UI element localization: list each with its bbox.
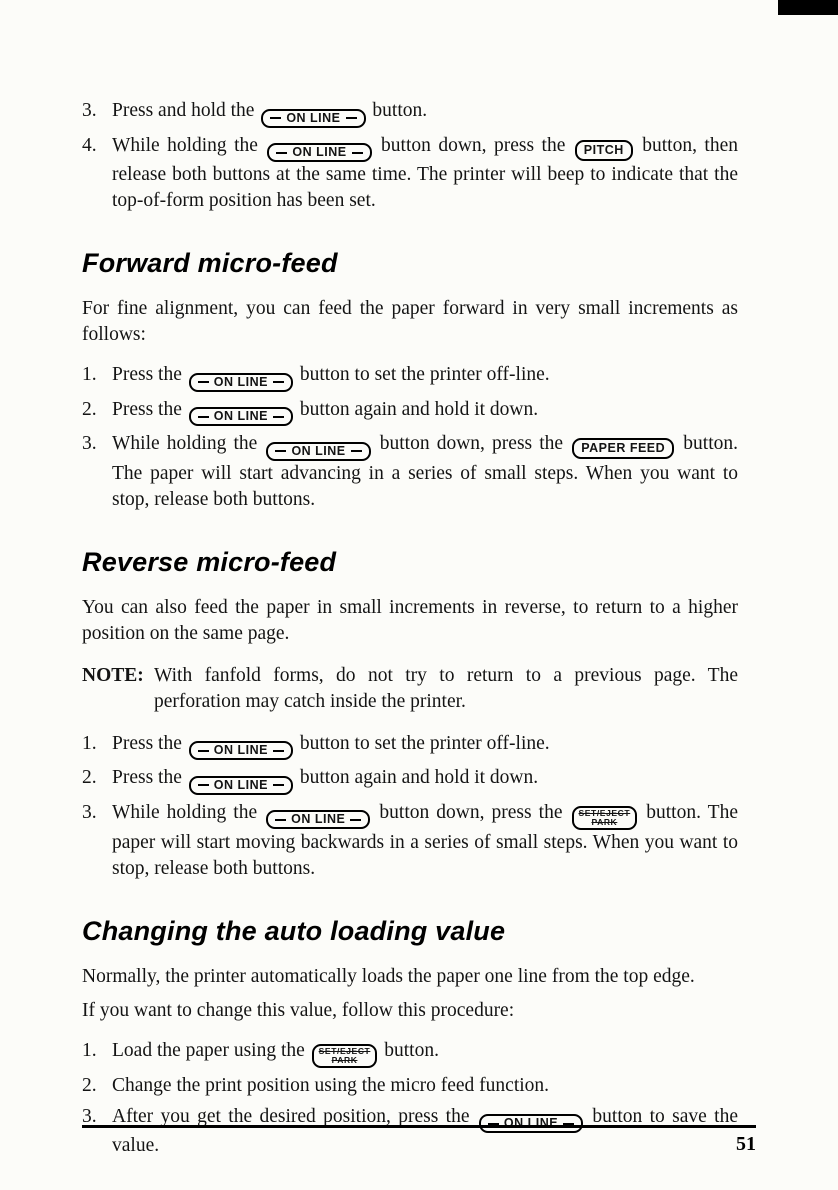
ordered-list — [82, 362, 738, 513]
button-label-line: SET/EJECT — [318, 1045, 371, 1056]
list-item-number: 3. — [82, 433, 97, 454]
list-item-number: 1. — [82, 364, 97, 385]
list-item-text: Press and hold the ON LINE button. — [112, 98, 738, 128]
note-label: NOTE: — [82, 664, 144, 686]
list-item-text: Press the ON LINE button again and hold it down. — [112, 397, 738, 427]
list-item-number: 3. — [82, 100, 97, 121]
list-item-text: Change the print position using the micro feed function. — [112, 1074, 550, 1096]
section-heading: Forward micro-feed — [82, 248, 338, 278]
on-line-button-graphic: ON LINE — [189, 373, 293, 392]
list-item-number: 1. — [82, 732, 97, 754]
list-item-text: While holding the ON LINE button down, press the SET/EJECT PARK button. The paper will start moving backwards in a series of small steps. When you want to stop, release both buttons. — [112, 801, 738, 879]
on-line-button-graphic: ON LINE — [267, 143, 371, 162]
set-eject-park-button-graphic — [312, 1044, 378, 1068]
on-line-button-graphic: ON LINE — [189, 741, 293, 760]
list-item — [82, 1038, 738, 1068]
list-item — [82, 731, 738, 761]
paragraph: You can also feed the paper in small increments in reverse, to return to a higher position on the same page. — [82, 596, 738, 644]
note-block — [82, 663, 738, 715]
list-item-text: After you get the desired position, press the ON LINE button to save the value. — [112, 1105, 738, 1156]
list-item-text: Press the ON LINE button to set the printer off-line. — [112, 362, 738, 392]
list-item-text: Load the paper using the SET/EJECT PARK button. — [112, 1038, 738, 1068]
page-footer — [82, 1125, 756, 1156]
list-item-number: 1. — [82, 1039, 97, 1061]
button-label-line: PARK — [331, 1054, 358, 1065]
list-item-number: 3. — [82, 801, 97, 823]
on-line-button-graphic: ON LINE — [189, 407, 293, 426]
on-line-button-graphic: ON LINE — [261, 109, 365, 128]
section-heading: Changing the auto loading value — [82, 915, 506, 946]
on-line-button-graphic: ON LINE — [189, 776, 293, 795]
list-item — [82, 1073, 738, 1099]
list-item-number: 4. — [82, 134, 97, 156]
on-line-button-graphic: ON LINE — [266, 442, 370, 461]
list-item — [82, 98, 738, 128]
list-item — [82, 431, 738, 513]
ordered-list — [82, 731, 738, 882]
on-line-button-graphic: ON LINE — [266, 810, 370, 829]
pitch-button-graphic: PITCH — [575, 140, 633, 161]
ordered-list — [82, 98, 738, 214]
paragraph: For fine alignment, you can feed the paper forward in very small increments as follows: — [82, 298, 738, 345]
paragraph: Normally, the printer automatically loads the paper one line from the top edge. — [82, 965, 695, 987]
list-item-text: Press the ON LINE button to set the printer off-line. — [112, 731, 738, 761]
list-item — [82, 800, 738, 882]
on-line-button-graphic: ON LINE — [479, 1114, 583, 1133]
list-item-number: 2. — [82, 1074, 97, 1096]
list-item-text: While holding the ON LINE button down, press the PITCH button, then release both buttons at the same time. The printer will beep to indicate that the top-of-form position has been set. — [112, 134, 738, 211]
button-label-line: PARK — [591, 816, 618, 827]
list-item-number: 3. — [82, 1105, 97, 1127]
list-item — [82, 362, 738, 392]
section-heading: Reverse micro-feed — [82, 546, 337, 577]
page-number: 51 — [736, 1133, 756, 1155]
set-eject-park-button-graphic — [572, 806, 638, 830]
list-item-number: 2. — [82, 767, 97, 788]
paragraph: If you want to change this value, follow this procedure: — [82, 999, 515, 1021]
button-label-line: SET/EJECT — [578, 807, 631, 818]
document-content — [82, 84, 738, 1173]
note-text: With fanfold forms, do not try to return to a previous page. The perforation may catch inside the printer. — [154, 664, 738, 712]
list-item — [82, 133, 738, 215]
list-item — [82, 397, 738, 427]
paper-feed-button-graphic: PAPER FEED — [572, 438, 674, 459]
page-edge-tab-marker — [778, 0, 838, 15]
list-item — [82, 765, 738, 795]
list-item-number: 2. — [82, 398, 97, 420]
list-item-text: Press the ON LINE button again and hold it down. — [112, 765, 738, 795]
list-item-text: While holding the ON LINE button down, press the PAPER FEED button. The paper will start advancing in a series of small steps. When you want to stop, release both buttons. — [112, 433, 738, 510]
